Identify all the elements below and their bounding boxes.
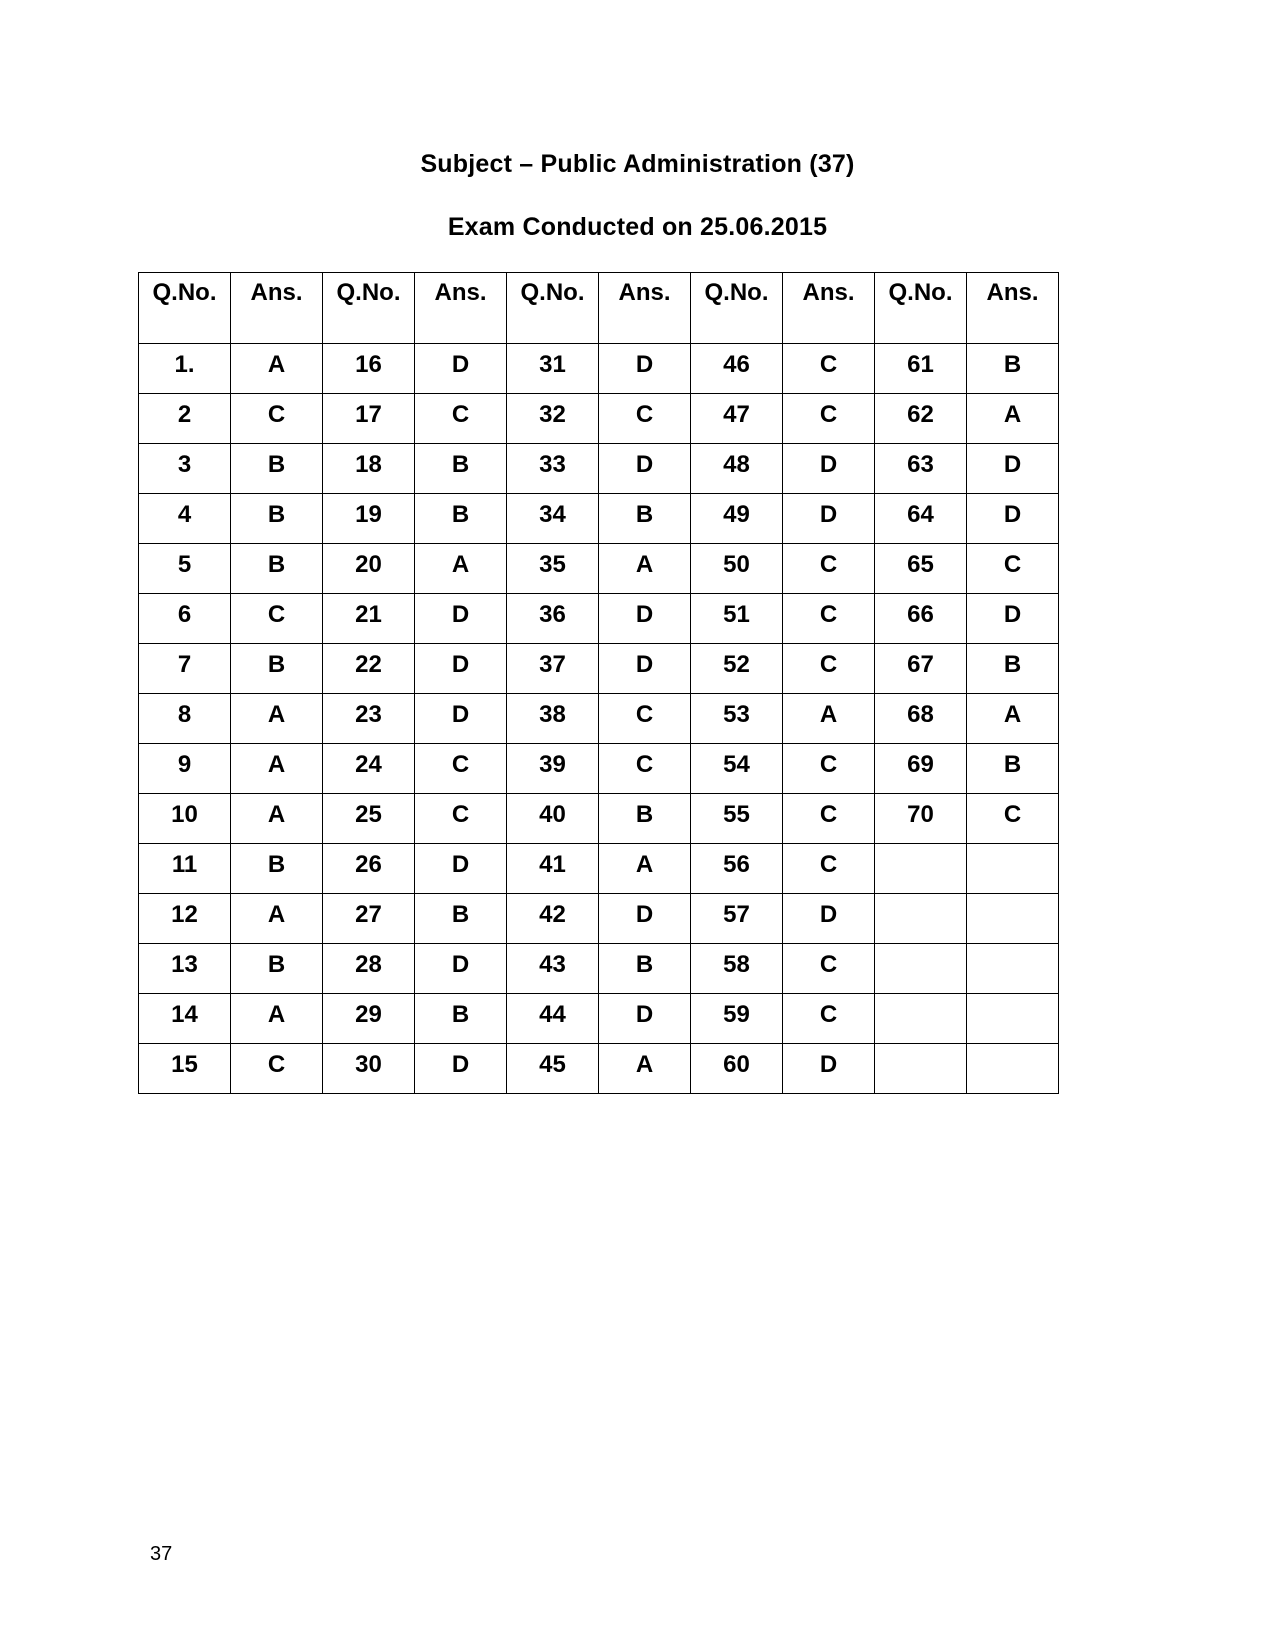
answer-cell: C <box>967 794 1059 844</box>
header-label: Ans. <box>250 279 303 306</box>
answer-cell: A <box>231 994 323 1044</box>
question-number-cell: 17 <box>323 394 415 444</box>
question-number-cell: 47 <box>691 394 783 444</box>
question-number-cell: 32 <box>507 394 599 444</box>
header-label: Ans. <box>618 279 671 306</box>
answer-cell: C <box>783 944 875 994</box>
answer-cell: D <box>599 344 691 394</box>
answer-cell: D <box>415 694 507 744</box>
table-row <box>139 994 1059 1044</box>
table-row <box>139 844 1059 894</box>
question-number-cell: 57 <box>691 894 783 944</box>
header-question-number <box>691 273 783 344</box>
question-number-cell: 8 <box>139 694 231 744</box>
header-label: Ans. <box>802 279 855 306</box>
answer-cell: D <box>783 1044 875 1094</box>
answer-cell: C <box>783 644 875 694</box>
header-answer <box>783 273 875 344</box>
page-number: 37 <box>150 1543 173 1565</box>
question-number-cell: 42 <box>507 894 599 944</box>
question-number-cell: 55 <box>691 794 783 844</box>
answer-cell: C <box>783 344 875 394</box>
question-number-cell: 18 <box>323 444 415 494</box>
answer-cell: D <box>415 944 507 994</box>
answer-cell: C <box>231 394 323 444</box>
header-label: Ans. <box>434 279 487 306</box>
answer-cell: A <box>231 744 323 794</box>
answer-cell: B <box>967 644 1059 694</box>
answer-cell: B <box>599 794 691 844</box>
answer-cell: B <box>415 444 507 494</box>
answer-cell: B <box>231 944 323 994</box>
question-number-cell: 53 <box>691 694 783 744</box>
header-answer <box>967 273 1059 344</box>
answer-cell: D <box>783 494 875 544</box>
table-row <box>139 694 1059 744</box>
question-number-cell: 10 <box>139 794 231 844</box>
question-number-cell <box>875 994 967 1044</box>
question-number-cell: 58 <box>691 944 783 994</box>
question-number-cell: 16 <box>323 344 415 394</box>
answer-cell: B <box>967 344 1059 394</box>
question-number-cell: 35 <box>507 544 599 594</box>
question-number-cell: 45 <box>507 1044 599 1094</box>
question-number-cell: 7 <box>139 644 231 694</box>
answer-cell: C <box>599 694 691 744</box>
question-number-cell: 20 <box>323 544 415 594</box>
question-number-cell: 30 <box>323 1044 415 1094</box>
question-number-cell: 44 <box>507 994 599 1044</box>
answer-cell: C <box>783 994 875 1044</box>
answer-cell: D <box>783 444 875 494</box>
answer-cell: A <box>599 1044 691 1094</box>
question-number-cell: 63 <box>875 444 967 494</box>
answer-cell: D <box>599 894 691 944</box>
subject-title: Subject – Public Administration (37) <box>420 150 855 178</box>
answer-cell: B <box>415 994 507 1044</box>
question-number-cell: 34 <box>507 494 599 544</box>
answer-cell <box>967 1044 1059 1094</box>
question-number-cell: 41 <box>507 844 599 894</box>
answer-cell: A <box>231 894 323 944</box>
question-number-cell: 66 <box>875 594 967 644</box>
answer-cell: A <box>231 344 323 394</box>
answer-cell: A <box>967 694 1059 744</box>
answer-cell: B <box>231 444 323 494</box>
answer-cell: B <box>415 894 507 944</box>
answer-cell: C <box>415 794 507 844</box>
answer-cell: C <box>783 744 875 794</box>
question-number-cell: 25 <box>323 794 415 844</box>
question-number-cell: 29 <box>323 994 415 1044</box>
question-number-cell: 33 <box>507 444 599 494</box>
answer-cell: A <box>231 794 323 844</box>
answer-cell: B <box>967 744 1059 794</box>
table-row <box>139 944 1059 994</box>
header-answer <box>599 273 691 344</box>
answer-cell: A <box>599 844 691 894</box>
answer-cell: D <box>599 644 691 694</box>
question-number-cell: 46 <box>691 344 783 394</box>
question-number-cell <box>875 894 967 944</box>
question-number-cell: 39 <box>507 744 599 794</box>
answer-cell: D <box>599 994 691 1044</box>
question-number-cell: 2 <box>139 394 231 444</box>
question-number-cell: 1. <box>139 344 231 394</box>
answer-cell: C <box>599 394 691 444</box>
answer-cell: D <box>415 644 507 694</box>
answer-key-table <box>138 272 1059 1094</box>
answer-cell: C <box>783 594 875 644</box>
question-number-cell: 9 <box>139 744 231 794</box>
question-number-cell: 52 <box>691 644 783 694</box>
question-number-cell: 38 <box>507 694 599 744</box>
question-number-cell: 51 <box>691 594 783 644</box>
question-number-cell: 23 <box>323 694 415 744</box>
question-number-cell: 24 <box>323 744 415 794</box>
question-number-cell: 5 <box>139 544 231 594</box>
question-number-cell: 49 <box>691 494 783 544</box>
answer-cell: A <box>599 544 691 594</box>
answer-cell: C <box>783 394 875 444</box>
answer-cell: C <box>415 394 507 444</box>
header-answer <box>415 273 507 344</box>
answer-cell: C <box>783 544 875 594</box>
question-number-cell: 60 <box>691 1044 783 1094</box>
table-row <box>139 744 1059 794</box>
question-number-cell: 68 <box>875 694 967 744</box>
answer-cell: B <box>231 494 323 544</box>
question-number-cell: 56 <box>691 844 783 894</box>
question-number-cell: 65 <box>875 544 967 594</box>
table-row <box>139 394 1059 444</box>
answer-cell: C <box>415 744 507 794</box>
answer-cell: A <box>415 544 507 594</box>
header-label: Q.No. <box>520 279 585 306</box>
answer-cell: C <box>783 794 875 844</box>
table-row <box>139 544 1059 594</box>
answer-cell: C <box>231 1044 323 1094</box>
question-number-cell: 14 <box>139 994 231 1044</box>
table-row <box>139 594 1059 644</box>
exam-date-line: Exam Conducted on 25.06.2015 <box>447 213 828 241</box>
question-number-cell: 36 <box>507 594 599 644</box>
answer-cell: D <box>967 444 1059 494</box>
answer-cell: A <box>783 694 875 744</box>
question-number-cell <box>875 944 967 994</box>
header-label: Ans. <box>986 279 1039 306</box>
question-number-cell: 3 <box>139 444 231 494</box>
question-number-cell: 64 <box>875 494 967 544</box>
answer-cell: C <box>967 544 1059 594</box>
answer-cell: D <box>415 344 507 394</box>
header-label: Q.No. <box>152 279 217 306</box>
answer-cell: D <box>967 594 1059 644</box>
question-number-cell: 61 <box>875 344 967 394</box>
question-number-cell: 48 <box>691 444 783 494</box>
answer-cell: D <box>599 444 691 494</box>
question-number-cell: 54 <box>691 744 783 794</box>
answer-cell <box>967 944 1059 994</box>
question-number-cell: 40 <box>507 794 599 844</box>
question-number-cell: 69 <box>875 744 967 794</box>
answer-cell: B <box>415 494 507 544</box>
answer-cell: D <box>599 594 691 644</box>
question-number-cell <box>875 844 967 894</box>
answer-cell: D <box>415 1044 507 1094</box>
answer-cell: D <box>415 594 507 644</box>
question-number-cell: 15 <box>139 1044 231 1094</box>
table-row <box>139 644 1059 694</box>
question-number-cell: 12 <box>139 894 231 944</box>
answer-cell: B <box>231 544 323 594</box>
answer-cell: D <box>967 494 1059 544</box>
answer-cell: A <box>231 694 323 744</box>
answer-cell: A <box>967 394 1059 444</box>
answer-cell: B <box>231 644 323 694</box>
question-number-cell: 21 <box>323 594 415 644</box>
question-number-cell: 27 <box>323 894 415 944</box>
header-row <box>139 273 1059 344</box>
answer-cell: B <box>599 494 691 544</box>
header-label: Q.No. <box>704 279 769 306</box>
table-row <box>139 1044 1059 1094</box>
header-label: Q.No. <box>888 279 953 306</box>
table-row <box>139 444 1059 494</box>
header-question-number <box>875 273 967 344</box>
question-number-cell: 26 <box>323 844 415 894</box>
answer-cell: D <box>783 894 875 944</box>
question-number-cell: 67 <box>875 644 967 694</box>
question-number-cell: 4 <box>139 494 231 544</box>
answer-cell: B <box>231 844 323 894</box>
answer-cell <box>967 894 1059 944</box>
question-number-cell: 31 <box>507 344 599 394</box>
question-number-cell: 6 <box>139 594 231 644</box>
answer-key-body <box>139 344 1059 1094</box>
answer-cell: D <box>415 844 507 894</box>
question-number-cell: 50 <box>691 544 783 594</box>
table-row <box>139 894 1059 944</box>
answer-cell <box>967 994 1059 1044</box>
answer-cell <box>967 844 1059 894</box>
header-question-number <box>323 273 415 344</box>
header-label: Q.No. <box>336 279 401 306</box>
answer-key-header <box>139 273 1059 344</box>
question-number-cell: 13 <box>139 944 231 994</box>
question-number-cell: 22 <box>323 644 415 694</box>
header-answer <box>231 273 323 344</box>
question-number-cell: 28 <box>323 944 415 994</box>
table-row <box>139 494 1059 544</box>
answer-cell: C <box>231 594 323 644</box>
table-row <box>139 344 1059 394</box>
answer-cell: C <box>599 744 691 794</box>
header-question-number <box>139 273 231 344</box>
question-number-cell: 19 <box>323 494 415 544</box>
question-number-cell <box>875 1044 967 1094</box>
question-number-cell: 43 <box>507 944 599 994</box>
question-number-cell: 59 <box>691 994 783 1044</box>
answer-cell: B <box>599 944 691 994</box>
header-question-number <box>507 273 599 344</box>
question-number-cell: 37 <box>507 644 599 694</box>
answer-cell: C <box>783 844 875 894</box>
table-row <box>139 794 1059 844</box>
question-number-cell: 62 <box>875 394 967 444</box>
question-number-cell: 11 <box>139 844 231 894</box>
question-number-cell: 70 <box>875 794 967 844</box>
